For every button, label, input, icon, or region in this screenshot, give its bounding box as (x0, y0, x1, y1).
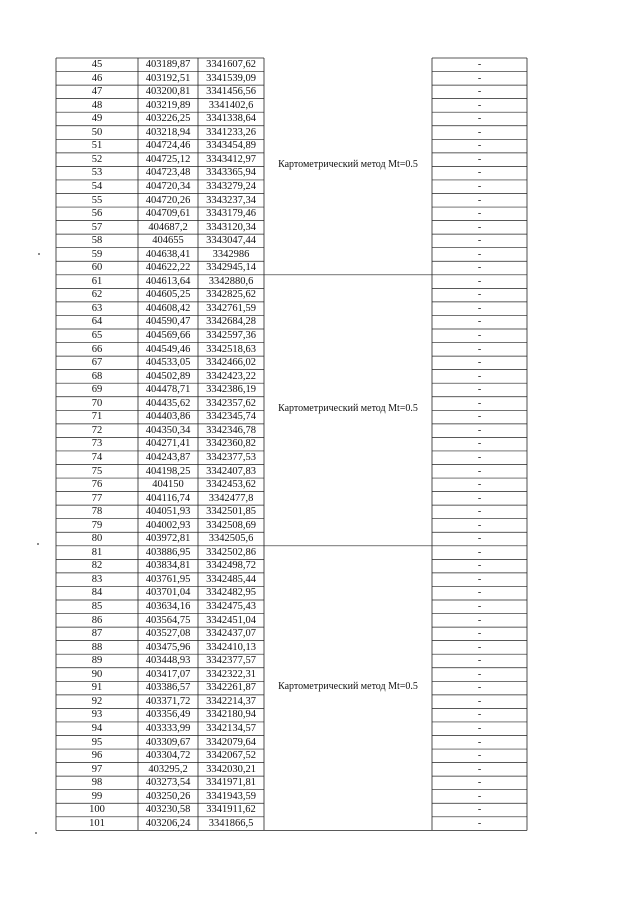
accuracy-dash: - (477, 695, 482, 707)
y-coordinate: 3341402,6 (208, 99, 254, 111)
point-number: 49 (91, 113, 103, 125)
x-coordinate: 404116,74 (145, 492, 191, 504)
x-coordinate: 403634,16 (145, 601, 191, 612)
accuracy-dash: - (477, 655, 482, 667)
y-coordinate: 3342597,36 (206, 330, 256, 341)
scan-speck (38, 253, 40, 255)
point-number: 94 (91, 722, 103, 734)
x-coordinate: 404608,42 (145, 302, 191, 314)
point-number: 67 (91, 357, 103, 369)
y-coordinate: 3341338,64 (206, 113, 256, 125)
method-label: Картометрический метод Mt=0.5 (278, 159, 418, 171)
accuracy-dash: - (477, 519, 482, 531)
y-coordinate: 3342482,95 (206, 587, 256, 599)
accuracy-dash: - (477, 343, 482, 355)
accuracy-dash: - (477, 153, 482, 165)
accuracy-dash: - (477, 208, 482, 220)
x-coordinate: 403356,49 (145, 709, 191, 721)
y-coordinate: 3342134,57 (206, 722, 256, 734)
accuracy-dash: - (477, 465, 482, 477)
point-number: 77 (91, 492, 103, 504)
x-coordinate: 403386,57 (145, 682, 191, 694)
accuracy-dash: - (477, 641, 482, 653)
accuracy-dash: - (477, 370, 482, 382)
y-coordinate: 3342475,43 (206, 601, 256, 612)
point-number: 84 (91, 587, 103, 599)
x-coordinate: 404502,89 (145, 370, 191, 382)
point-number: 101 (89, 817, 105, 829)
accuracy-dash: - (477, 790, 482, 802)
y-coordinate: 3341539,09 (206, 72, 256, 84)
point-number: 68 (91, 370, 103, 382)
point-number: 79 (91, 519, 103, 531)
accuracy-dash: - (477, 302, 482, 314)
accuracy-dash: - (477, 86, 482, 98)
accuracy-dash: - (477, 262, 482, 274)
accuracy-dash: - (477, 560, 482, 572)
accuracy-dash: - (477, 357, 482, 369)
point-number: 74 (91, 451, 103, 463)
accuracy-dash: - (477, 180, 482, 192)
point-number: 89 (91, 655, 103, 667)
x-coordinate: 404622,22 (145, 262, 191, 274)
x-coordinate: 403304,72 (145, 750, 191, 762)
x-coordinate: 404725,12 (145, 153, 191, 165)
accuracy-dash: - (477, 546, 482, 558)
y-coordinate: 3341607,62 (206, 59, 256, 70)
accuracy-dash: - (477, 451, 482, 463)
accuracy-dash: - (477, 397, 482, 409)
accuracy-dash: - (477, 221, 482, 233)
accuracy-dash: - (477, 587, 482, 599)
x-coordinate: 404478,71 (145, 384, 191, 396)
y-coordinate: 3342030,21 (206, 763, 256, 775)
y-coordinate: 3343120,34 (206, 221, 256, 233)
x-coordinate: 403189,87 (145, 59, 191, 70)
point-number: 72 (91, 424, 103, 436)
x-coordinate: 403206,24 (145, 817, 191, 829)
accuracy-dash: - (477, 804, 482, 816)
accuracy-dash: - (477, 384, 482, 396)
y-coordinate: 3342423,22 (206, 370, 256, 382)
x-coordinate: 403701,04 (145, 587, 191, 599)
x-coordinate: 404720,34 (145, 180, 191, 192)
x-coordinate: 403200,81 (145, 86, 191, 98)
y-coordinate: 3342410,13 (206, 641, 256, 653)
accuracy-dash: - (477, 72, 482, 84)
y-coordinate: 3343237,34 (206, 194, 256, 206)
x-coordinate: 403417,07 (145, 668, 191, 680)
accuracy-dash: - (477, 763, 482, 775)
accuracy-dash: - (477, 506, 482, 518)
point-number: 63 (91, 302, 103, 314)
accuracy-dash: - (477, 248, 482, 260)
point-number: 90 (91, 668, 103, 680)
x-coordinate: 403226,25 (145, 113, 191, 125)
point-number: 69 (91, 384, 103, 396)
point-number: 91 (91, 682, 103, 694)
accuracy-dash: - (477, 330, 482, 341)
point-number: 100 (89, 804, 105, 816)
point-number: 87 (91, 628, 103, 640)
point-number: 70 (91, 397, 103, 409)
accuracy-dash: - (477, 573, 482, 585)
y-coordinate: 3342477,8 (208, 492, 254, 504)
point-number: 45 (91, 59, 103, 70)
y-coordinate: 3342505,6 (208, 533, 254, 545)
x-coordinate: 404198,25 (145, 465, 191, 477)
y-coordinate: 3342684,28 (206, 316, 256, 328)
accuracy-dash: - (477, 126, 482, 138)
accuracy-dash: - (477, 289, 482, 301)
x-coordinate: 403218,94 (145, 126, 191, 138)
y-coordinate: 3342501,85 (206, 506, 256, 518)
method-label: Картометрический метод Mt=0.5 (278, 403, 418, 415)
x-coordinate: 404613,64 (145, 275, 191, 287)
y-coordinate: 3343412,97 (206, 153, 256, 165)
y-coordinate: 3342453,62 (206, 479, 256, 491)
y-coordinate: 3342346,78 (206, 424, 256, 436)
x-coordinate: 403564,75 (145, 614, 191, 626)
x-coordinate: 403972,81 (145, 533, 191, 545)
y-coordinate: 3341911,62 (206, 804, 256, 816)
point-number: 93 (91, 709, 103, 721)
point-number: 64 (91, 316, 103, 328)
x-coordinate: 404655 (152, 235, 184, 247)
x-coordinate: 404605,25 (145, 289, 191, 301)
accuracy-dash: - (477, 194, 482, 206)
y-coordinate: 3342437,07 (206, 628, 256, 640)
accuracy-dash: - (477, 275, 482, 287)
point-number: 98 (91, 777, 103, 789)
accuracy-dash: - (477, 614, 482, 626)
x-coordinate: 403834,81 (145, 560, 191, 572)
point-number: 53 (91, 167, 103, 179)
x-coordinate: 404435,62 (145, 397, 191, 409)
y-coordinate: 3342945,14 (206, 262, 256, 274)
x-coordinate: 404002,93 (145, 519, 191, 531)
point-number: 56 (91, 208, 103, 220)
x-coordinate: 404723,48 (145, 167, 191, 179)
x-coordinate: 404569,66 (145, 330, 191, 341)
x-coordinate: 404533,05 (145, 357, 191, 369)
scan-speck (37, 543, 39, 545)
accuracy-dash: - (477, 99, 482, 111)
x-coordinate: 404150 (152, 479, 184, 491)
y-coordinate: 3342502,86 (206, 546, 256, 558)
point-number: 50 (91, 126, 103, 138)
accuracy-dash: - (477, 817, 482, 829)
point-number: 85 (91, 601, 103, 612)
point-number: 71 (91, 411, 103, 423)
y-coordinate: 3343454,89 (206, 140, 256, 152)
point-number: 80 (91, 533, 103, 545)
y-coordinate: 3342377,53 (206, 451, 256, 463)
point-number: 47 (91, 86, 103, 98)
y-coordinate: 3341866,5 (208, 817, 254, 829)
y-coordinate: 3342451,04 (206, 614, 256, 626)
point-number: 62 (91, 289, 103, 301)
point-number: 75 (91, 465, 103, 477)
y-coordinate: 3342386,19 (206, 384, 256, 396)
accuracy-dash: - (477, 492, 482, 504)
x-coordinate: 403475,96 (145, 641, 191, 653)
y-coordinate: 3342322,31 (206, 668, 256, 680)
x-coordinate: 403371,72 (145, 695, 191, 707)
accuracy-dash: - (477, 424, 482, 436)
scan-speck (35, 832, 37, 834)
accuracy-dash: - (477, 628, 482, 640)
accuracy-dash: - (477, 113, 482, 125)
point-number: 92 (91, 695, 103, 707)
y-coordinate: 3343047,44 (206, 235, 256, 247)
x-coordinate: 403295,2 (148, 763, 188, 775)
x-coordinate: 404243,87 (145, 451, 191, 463)
y-coordinate: 3341943,59 (206, 790, 256, 802)
y-coordinate: 3342508,69 (206, 519, 256, 531)
point-number: 46 (91, 72, 103, 84)
point-number: 78 (91, 506, 103, 518)
accuracy-dash: - (477, 668, 482, 680)
x-coordinate: 404590,47 (145, 316, 191, 328)
x-coordinate: 403333,99 (145, 722, 191, 734)
accuracy-dash: - (477, 777, 482, 789)
x-coordinate: 404350,34 (145, 424, 191, 436)
accuracy-dash: - (477, 533, 482, 545)
y-coordinate: 3341456,56 (206, 86, 256, 98)
y-coordinate: 3342180,94 (206, 709, 256, 721)
x-coordinate: 403219,89 (145, 99, 191, 111)
y-coordinate: 3341233,26 (206, 126, 256, 138)
point-number: 52 (91, 153, 103, 165)
point-number: 97 (91, 763, 103, 775)
accuracy-dash: - (477, 601, 482, 612)
point-number: 83 (91, 573, 103, 585)
x-coordinate: 403230,58 (145, 804, 191, 816)
point-number: 61 (91, 275, 103, 287)
point-number: 95 (91, 736, 103, 748)
y-coordinate: 3342880,6 (208, 275, 254, 287)
point-number: 81 (91, 546, 103, 558)
point-number: 65 (91, 330, 103, 341)
point-number: 76 (91, 479, 103, 491)
point-number: 59 (91, 248, 103, 260)
y-coordinate: 3343365,94 (206, 167, 256, 179)
accuracy-dash: - (477, 167, 482, 179)
y-coordinate: 3342345,74 (206, 411, 256, 423)
y-coordinate: 3342357,62 (206, 397, 256, 409)
x-coordinate: 403309,67 (145, 736, 191, 748)
y-coordinate: 3342761,59 (206, 302, 256, 314)
x-coordinate: 403886,95 (145, 546, 191, 558)
accuracy-dash: - (477, 479, 482, 491)
x-coordinate: 404549,46 (145, 343, 191, 355)
y-coordinate: 3342498,72 (206, 560, 256, 572)
point-number: 82 (91, 560, 103, 572)
y-coordinate: 3343279,24 (206, 180, 256, 192)
x-coordinate: 403192,51 (145, 72, 191, 84)
point-number: 54 (91, 180, 103, 192)
point-number: 57 (91, 221, 103, 233)
y-coordinate: 3343179,46 (206, 208, 256, 220)
point-number: 66 (91, 343, 103, 355)
y-coordinate: 3342825,62 (206, 289, 256, 301)
point-number: 86 (91, 614, 103, 626)
x-coordinate: 404403,86 (145, 411, 191, 423)
x-coordinate: 404271,41 (145, 438, 191, 450)
accuracy-dash: - (477, 709, 482, 721)
y-coordinate: 3342986 (212, 248, 250, 260)
point-number: 58 (91, 235, 103, 247)
x-coordinate: 403527,08 (145, 628, 191, 640)
accuracy-dash: - (477, 411, 482, 423)
y-coordinate: 3342466,02 (206, 357, 256, 369)
y-coordinate: 3342518,63 (206, 343, 256, 355)
point-number: 55 (91, 194, 103, 206)
point-number: 51 (91, 140, 103, 152)
point-number: 73 (91, 438, 103, 450)
x-coordinate: 404051,93 (145, 506, 191, 518)
accuracy-dash: - (477, 750, 482, 762)
x-coordinate: 403250,26 (145, 790, 191, 802)
y-coordinate: 3342067,52 (206, 750, 256, 762)
accuracy-dash: - (477, 736, 482, 748)
y-coordinate: 3342214,37 (206, 695, 256, 707)
accuracy-dash: - (477, 722, 482, 734)
x-coordinate: 404638,41 (145, 248, 191, 260)
y-coordinate: 3342377,57 (206, 655, 256, 667)
x-coordinate: 403273,54 (145, 777, 191, 789)
x-coordinate: 404720,26 (145, 194, 191, 206)
x-coordinate: 404724,46 (145, 140, 191, 152)
accuracy-dash: - (477, 682, 482, 694)
point-number: 99 (91, 790, 103, 802)
y-coordinate: 3341971,81 (206, 777, 256, 789)
x-coordinate: 403761,95 (145, 573, 191, 585)
y-coordinate: 3342407,83 (206, 465, 256, 477)
method-label: Картометрический метод Mt=0.5 (278, 681, 418, 693)
accuracy-dash: - (477, 235, 482, 247)
accuracy-dash: - (477, 140, 482, 152)
x-coordinate: 403448,93 (145, 655, 191, 667)
accuracy-dash: - (477, 59, 482, 70)
y-coordinate: 3342261,87 (206, 682, 256, 694)
y-coordinate: 3342079,64 (206, 736, 256, 748)
point-number: 48 (91, 99, 103, 111)
x-coordinate: 404687,2 (148, 221, 188, 233)
point-number: 60 (91, 262, 103, 274)
point-number: 88 (91, 641, 103, 653)
accuracy-dash: - (477, 438, 482, 450)
y-coordinate: 3342360,82 (206, 438, 256, 450)
x-coordinate: 404709,61 (145, 208, 191, 220)
accuracy-dash: - (477, 316, 482, 328)
point-number: 96 (91, 750, 103, 762)
y-coordinate: 3342485,44 (206, 573, 256, 585)
